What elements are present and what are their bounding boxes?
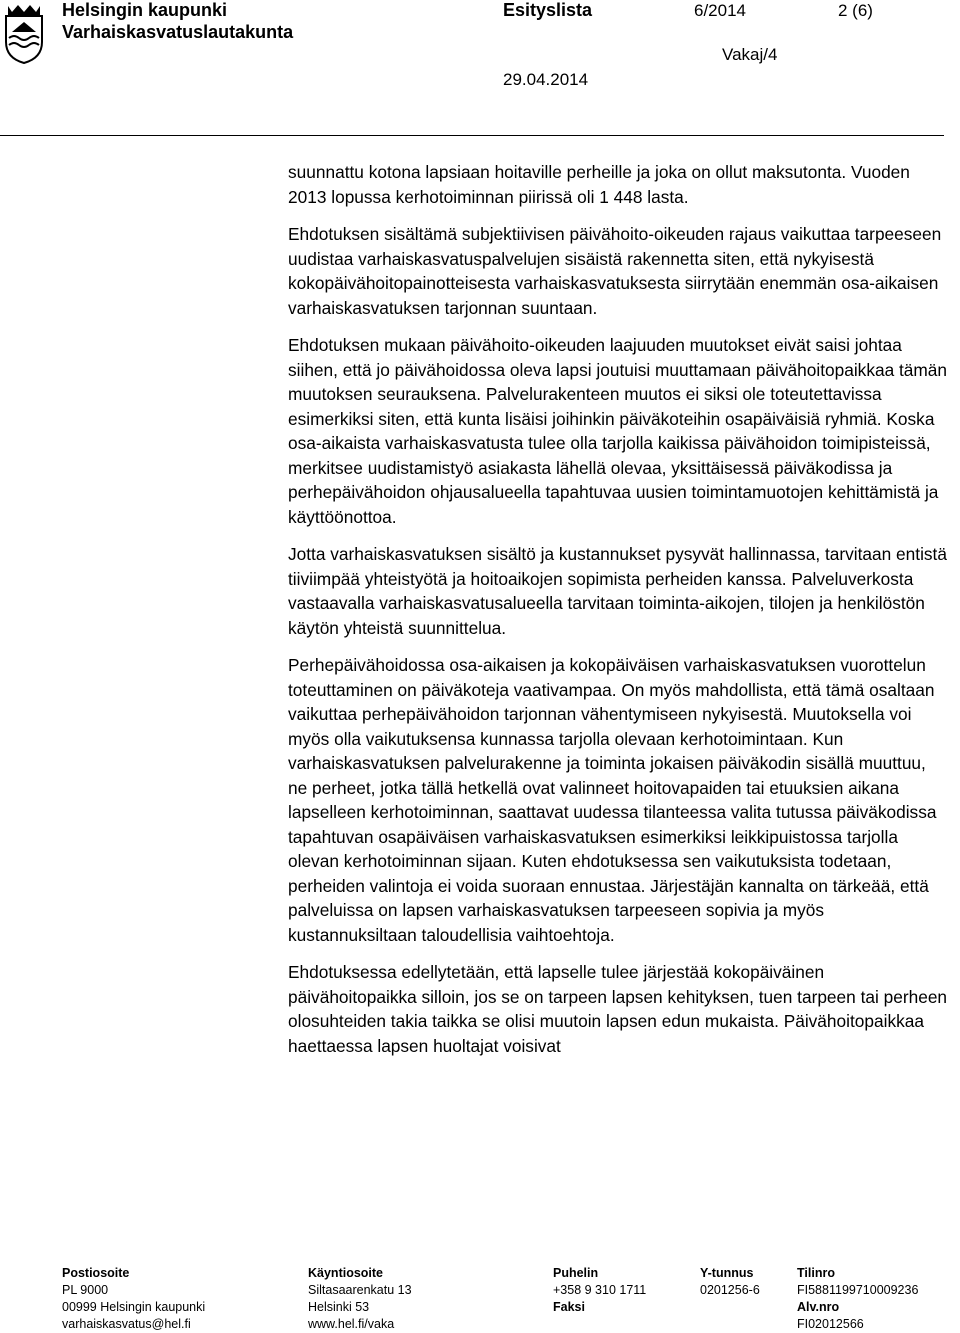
paragraph: suunnattu kotona lapsiaan hoitaville perheille ja joka on ollut maksutonta. Vuoden 2013 lopussa kerhotoiminnan piirissä oli 1 448 lasta. bbox=[288, 162, 910, 207]
paragraph: Ehdotuksen sisältämä subjektiivisen päivähoito-oikeuden rajaus vaikuttaa tarpeeseen uudistaa varhaiskasvatuspalvelujen sisäistä rakennetta siten, että nykyisestä kokopäivähoitopainotteisesta varhaiskasvatuksesta siirrytään enemmän osa-aikaisen varhaiskasvatuksen tarjonnan suuntaan. bbox=[288, 224, 942, 318]
footer-label: Puhelin bbox=[553, 1266, 599, 1280]
footer-value: Siltasaarenkatu 13 bbox=[308, 1283, 412, 1297]
document-date: 29.04.2014 bbox=[503, 70, 589, 89]
footer-label: Käyntiosoite bbox=[308, 1266, 384, 1280]
footer-phone bbox=[553, 1265, 646, 1316]
agenda-item: Vakaj/4 bbox=[722, 45, 778, 64]
paragraph: Jotta varhaiskasvatuksen sisältö ja kustannukset pysyvät hallinnassa, tarvitaan entistä tiiviimpää yhteistyötä ja hoitoaikojen sopimista perheiden kanssa. Palveluverkosta vastaavalla varhaiskasvatusalueella tarvitaan toiminta-aikojen, tilojen ja henkilöstön käytön yhteistä suunnittelua. bbox=[288, 544, 947, 638]
organization-name: Helsingin kaupunki bbox=[62, 0, 228, 20]
footer-postal-address bbox=[62, 1265, 205, 1333]
footer-account bbox=[797, 1265, 918, 1333]
board-name: Varhaiskasvatuslautakunta bbox=[62, 22, 294, 42]
paragraph: Ehdotuksen mukaan päivähoito-oikeuden laajuuden muutokset eivät saisi johtaa siihen, että jo päivähoidossa oleva lapsi joutuisi muuttamaan päivähoitopaikkaa tämän muutoksen seurauksena. Palvelurakenteen muutos ei siksi ole toteutettavissa esimerkiksi siten, että kunta lisäisi joihinkin päiväkoteihin osapäiväisiä ryhmiä. Koska osa-aikaista varhaiskasvatusta tulee olla tarjolla kaikissa päivähoidon toimipisteissä, merkitsee uudistamistyö asiakasta lähellä olevaa, yksittäisessä päiväkodissa ja perhepäivähoidon ohjausalueella tapahtuvaa uusien toimintamuotojen kehittämistä ja käyttöönottoa. bbox=[288, 335, 948, 527]
footer-value: 00999 Helsingin kaupunki bbox=[62, 1300, 206, 1314]
document-number: 6/2014 bbox=[694, 1, 746, 20]
paragraph: Perhepäivähoidossa osa-aikaisen ja kokopäiväisen varhaiskasvatuksen vuorottelun toteuttaminen on päiväkoteja vaativampaa. On myös mahdollista, että tämä osaltaan vaikuttaa perhepäivähoidon tarjonnan vähentymiseen nykyisestä. Muutoksella voi myös olla vaikutuksensa kunnassa tarjolla olevaan kerhotoimintaan. Kun varhaiskasvatuksen palvelurakenne ja toiminta jokaisen päiväkodin sisällä muuttuu, ne perheet, jotka tällä hetkellä ovat valinneet hoitovapaiden tai etuuksien aikana lapselleen kerhotoiminnan, saattavat uudessa tilanteessa valita tutussa päiväkodissa tapahtuvan osapäiväisen varhaiskasvatuksen esimerkiksi leikkipuistossa tarjolla olevan kerhotoiminnan sijaan. Kuten ehdotuksessa sen vaikutuksista todetaan, perheiden valintoja ei voida suoraan ennustaa. Järjestäjän kannalta on tärkeää, että palveluissa on lapsen varhaiskasvatuksen tarpeeseen sopivia ja myös kustannuksiltaan taloudellisia vaihtoehtoja. bbox=[288, 655, 937, 945]
footer-email: varhaiskasvatus@hel.fi bbox=[62, 1317, 191, 1331]
document-body bbox=[288, 160, 948, 1071]
footer-label: Y-tunnus bbox=[700, 1266, 754, 1280]
footer-value: Helsinki 53 bbox=[308, 1300, 370, 1314]
footer-visiting-address bbox=[308, 1265, 412, 1333]
footer-website: www.hel.fi/vaka bbox=[308, 1317, 395, 1331]
footer-label: Faksi bbox=[553, 1300, 585, 1314]
footer-value: FI5881199710009236 bbox=[797, 1283, 919, 1297]
footer-value: PL 9000 bbox=[62, 1283, 109, 1297]
footer-label: Postiosoite bbox=[62, 1266, 130, 1280]
paragraph: Ehdotuksessa edellytetään, että lapselle tulee järjestää kokopäiväinen päivähoitopaikka silloin, jos se on tarpeen lapsen kehityksen, tuen tarpeen tai perheen olosuhteiden takia taikka se olisi muutoin lapsen edun mukaista. Päivähoitopaikkaa haettaessa lapsen huoltajat voisivat bbox=[288, 962, 948, 1056]
helsinki-crest-icon bbox=[2, 2, 46, 64]
footer-value: FI02012566 bbox=[797, 1317, 864, 1331]
footer-label: Tilinro bbox=[797, 1266, 835, 1280]
document-type: Esityslista bbox=[503, 0, 593, 20]
footer-value: +358 9 310 1711 bbox=[553, 1283, 647, 1297]
footer-label: Alv.nro bbox=[797, 1300, 840, 1314]
footer-business-id bbox=[700, 1265, 760, 1299]
footer-value: 0201256-6 bbox=[700, 1283, 760, 1297]
page-number: 2 (6) bbox=[838, 1, 873, 20]
header-divider bbox=[0, 135, 944, 136]
